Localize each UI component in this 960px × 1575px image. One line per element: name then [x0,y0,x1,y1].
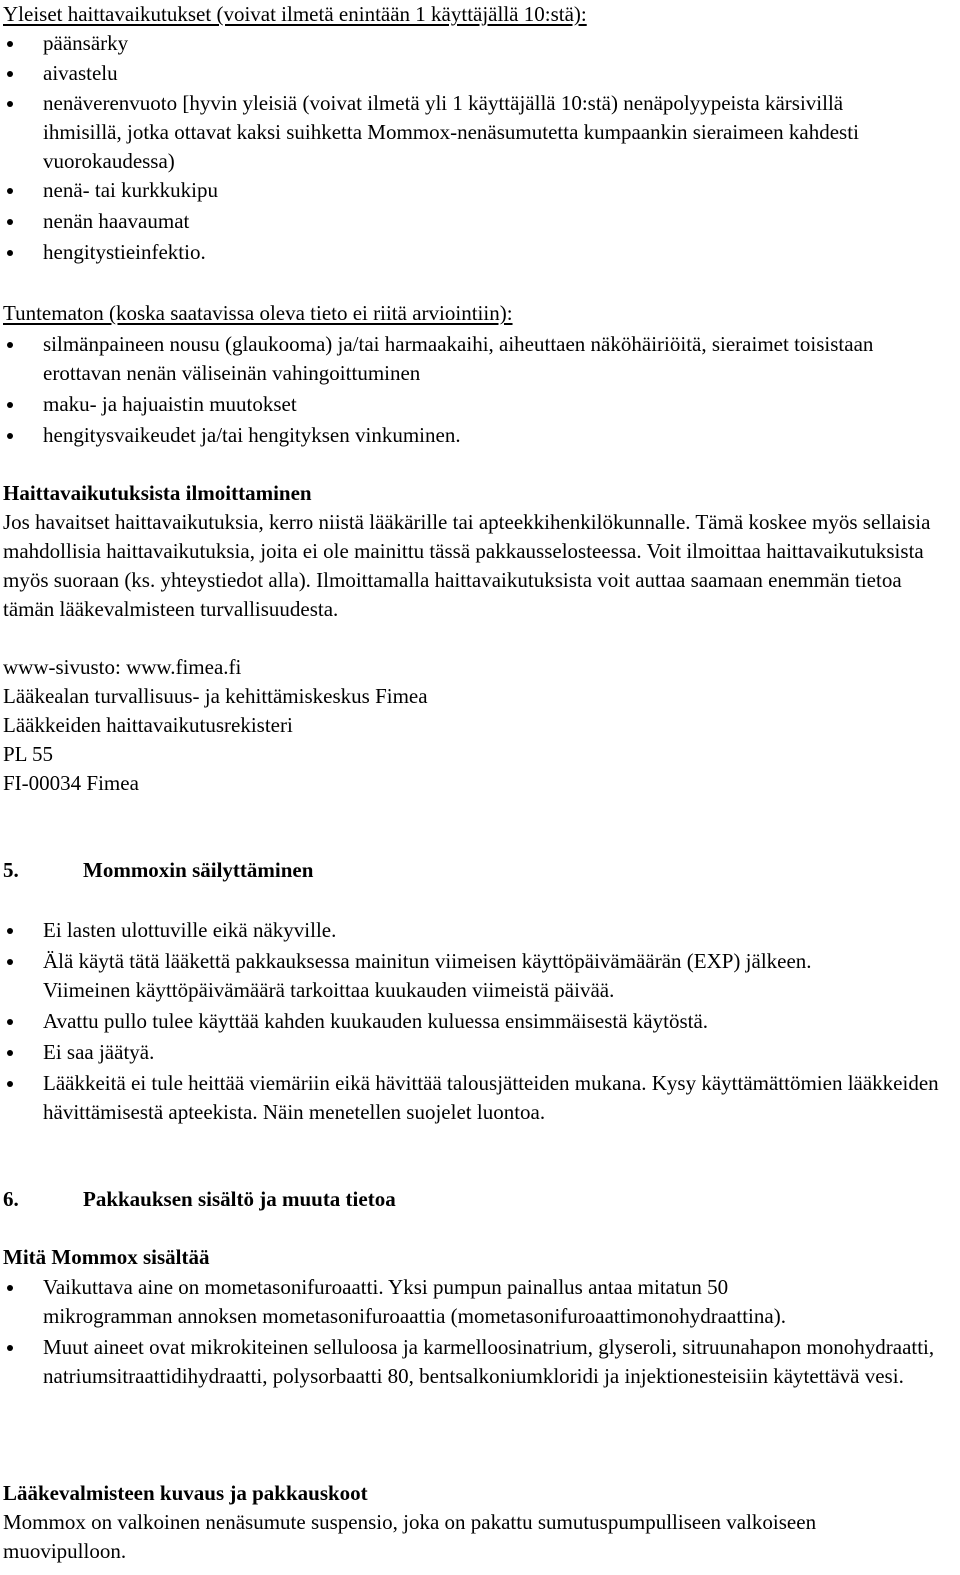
list-item: nenä- tai kurkkukipu [3,176,955,205]
list-item: hengitysvaikeudet ja/tai hengityksen vinkuminen. [3,421,955,450]
list-item: nenän haavaumat [3,207,955,236]
list-item: päänsärky [3,29,955,59]
contact-line: PL 55 [3,742,53,766]
contents-list [3,1273,955,1391]
list-item: Muut aineet ovat mikrokiteinen selluloosa ja karmelloosinatrium, glyseroli, sitruunahapon monohydraatti, natriumsitraattidihydraatti, polysorbaatti 80, bentsalkoniumkloridi ja injektionesteisiin käytettävä vesi. [3,1333,955,1391]
list-item: Avattu pullo tulee käyttää kahden kuukauden kuluessa ensimmäisestä käytöstä. [3,1007,955,1036]
common-effects-heading: Yleiset haittavaikutukset (voivat ilmetä enintään 1 käyttäjällä 10:stä): [3,2,587,26]
section-number: 6. [3,1187,19,1211]
description-body: Mommox on valkoinen nenäsumute suspensio, joka on pakattu sumutuspumpulliseen valkoiseen muovipulloon. [3,1510,817,1563]
list-item: maku- ja hajuaistin muutokset [3,390,955,419]
common-effects-list [3,29,955,267]
list-item: Vaikuttava aine on mometasonifuroaatti. Yksi pumpun painallus antaa mitatun 50 mikrogramman annoksen mometasonifuroaattia (mometasonifuroaattimonohydraattina). [3,1273,828,1331]
list-item: Ei lasten ulottuville eikä näkyville. [3,916,955,945]
list-item: nenäverenvuoto [hyvin yleisiä (voivat ilmetä yli 1 käyttäjällä 10:stä) nenäpolyypeista kärsivillä ihmisillä, jotka ottavat kaksi suihketta Mommox-nenäsumutetta kumpaankin sieraimeen kahdesti vuorokaudessa) [3,89,921,176]
list-item: Ei saa jäätyä. [3,1038,955,1067]
contents-heading: Mitä Mommox sisältää [3,1245,210,1269]
list-item: silmänpaineen nousu (glaukooma) ja/tai harmaakaihi, aiheuttaen näköhäiriöitä, sieraimet toisistaan erottavan nenän väliseinän vahingoittuminen [3,330,955,388]
unknown-effects-heading: Tuntematon (koska saatavissa oleva tieto ei riitä arviointiin): [3,301,513,325]
section-number: 5. [3,858,19,882]
section-5-heading [3,856,313,885]
section-title: Mommoxin säilyttäminen [83,858,314,882]
list-item: hengitystieinfektio. [3,238,955,267]
contact-line: Lääkealan turvallisuus- ja kehittämiskeskus Fimea [3,684,428,708]
section-title: Pakkauksen sisältö ja muuta tietoa [83,1187,396,1211]
section-6-heading [3,1185,396,1214]
description-heading: Lääkevalmisteen kuvaus ja pakkauskoot [3,1481,368,1505]
list-item: aivastelu [3,59,955,89]
reporting-body: Jos havaitset haittavaikutuksia, kerro niistä lääkärille tai apteekkihenkilökunnalle. Tämä koskee myös sellaisia mahdollisia haittavaikutuksia, joita ei ole mainittu tässä pakkausselosteessa. Voit ilmoittaa haittavaikutuksista myös suoraan (ks. yhteystiedot alla). Ilmoittamalla haittavaikutuksista voit auttaa saamaan enemmän tietoa tämän lääkevalmisteen turvallisuudesta. [3,510,931,621]
list-item: Lääkkeitä ei tule heittää viemäriin eikä hävittää talousjätteiden mukana. Kysy käyttämättömien lääkkeiden hävittämisestä apteekista. Näin menetellen suojelet luontoa. [3,1069,943,1127]
contact-line: Lääkkeiden haittavaikutusrekisteri [3,713,293,737]
contact-line: FI-00034 Fimea [3,771,139,795]
storage-list [3,916,955,1127]
unknown-effects-list [3,330,955,450]
reporting-contact [3,653,428,798]
contact-line: www-sivusto: www.fimea.fi [3,655,242,679]
reporting-heading: Haittavaikutuksista ilmoittaminen [3,481,312,505]
list-item: Älä käytä tätä lääkettä pakkauksessa mainitun viimeisen käyttöpäivämäärän (EXP) jälkeen. Viimeinen käyttöpäivämäärä tarkoittaa kuukauden viimeistä päivää. [3,947,903,1005]
